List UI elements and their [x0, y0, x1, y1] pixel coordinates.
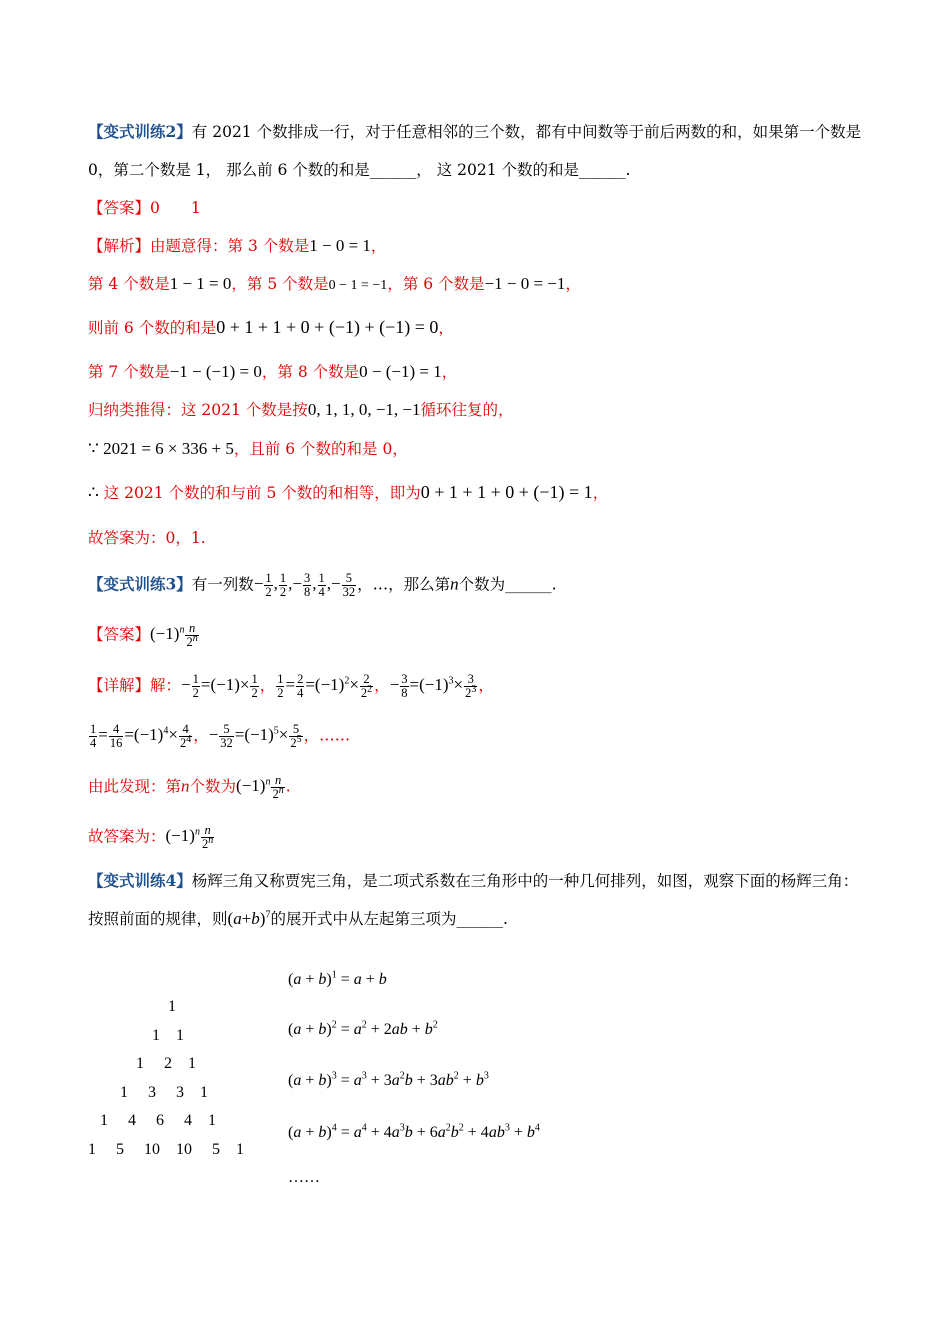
expansion-1: $(a + b)^1 = a + b$ [288, 969, 387, 988]
p2-answer-value: 0 1 [150, 199, 201, 217]
p3-answer: 【答案】$(-1)^n$ $\frac{n}{2^n}$ [88, 621, 198, 649]
expansion-2: $(a + b)^2 = a^2 + 2ab + b^2$ [288, 1019, 438, 1038]
expansion-4: $(a + b)^4 = a^4 + 4a^3b + 6a^2b^2 + 4ab^3 + b^4$ [288, 1122, 540, 1141]
p3-found: 由此发现：第n个数为$(-1)^n$ $\frac{n}{2^n}$ . [88, 773, 291, 801]
p2-analysis-line2: 第 4 个数是1 − 1 = 0，第 5 个数是0 − 1 = −1，第 6 个数是−1 − 0 = −1， [88, 274, 581, 293]
triangle-row: 1 [88, 998, 176, 1015]
p2-analysis-line6: ∵ 2021 = 6 × 336 + 5，且前 6 个数的和是 0， [88, 439, 408, 458]
expansion-3: $(a + b)^3 = a^3 + 3a^2b + 3ab^2 + b^3$ [288, 1070, 489, 1089]
p2-answer: 【答案】0 1 [88, 199, 201, 217]
p3-conclusion: 故答案为：$(-1)^n$ $\frac{n}{2^n}$ [88, 823, 214, 851]
p4-question: 【变式训练4】杨辉三角又称贾宪三角，是二项式系数在三角形中的一种几何排列，如图，观察下面的杨辉三角：按照前面的规律，则$(a+b)^7$的展开式中从左起第三项为______. [88, 871, 859, 928]
triangle-row: 1 4 6 4 1 [88, 1112, 216, 1129]
p3-detail-line1: 【详解】解：− $\frac{1}{2}$ =(−1)× $\frac{1}{2}$ ， $\frac{1}{2}$ = $\frac{2}{4}$ $=(-1)^2\times$ $\frac{2}{2^2}$ ，− $\frac{3}{8}$ $=(-1)^3\times$ $\frac{3}{2^3}$ ， [88, 672, 494, 700]
p3-question: 【变式训练3】有一列数− $\frac{1}{2}$ , $\frac{1}{2}$ ,− $\frac{3}{8}$ , $\frac{1}{4}$ ,− $\frac{5}{32}$ ，…，那么第n个数为______. [88, 571, 557, 599]
p2-analysis-line3: 则前 6 个数的和是0 + 1 + 1 + 0 + (−1) + (−1) = 0， [88, 317, 454, 337]
triangle-row: 1 3 3 1 [88, 1083, 208, 1101]
p2-analysis-line5: 归纳类推得：这 2021 个数是按0, 1, 1, 0, −1, −1循环往复的， [88, 400, 514, 419]
p2-analysis-line1: 【解析】由题意得：第 3 个数是1 − 0 = 1， [88, 236, 387, 255]
p4-label: 【变式训练4】 [88, 871, 192, 890]
pascal-triangle [88, 993, 244, 1164]
p3-label: 【变式训练3】 [88, 574, 192, 594]
p2-question-text: 有 2021 个数排成一行，对于任意相邻的三个数，都有中间数等于前后两数的和，如果第一个数是 0，第二个数是 1， 那么前 6 个数的和是______， 这 2021 个数的和是______. [88, 123, 862, 179]
p3-sequence: − $\frac{1}{2}$ , $\frac{1}{2}$ ,− $\frac{3}{8}$ , $\frac{1}{4}$ ,− $\frac{5}{32}$ [253, 571, 356, 599]
triangle-row: 1 5 10 10 5 1 [88, 1140, 244, 1158]
triangle-row: 1 1 [88, 1026, 184, 1044]
p2-analysis-line4: 第 7 个数是−1 − (−1) = 0，第 8 个数是0 − (−1) = 1， [88, 362, 458, 381]
expansion-ellipsis: …… [288, 1169, 320, 1186]
p2-analysis-line7: ∴ 这 2021 个数的和与前 5 个数的和相等，即为0 + 1 + 1 + 0 + (−1) = 1， [88, 482, 609, 502]
p2-conclusion: 故答案为：0，1. [88, 529, 206, 547]
triangle-row: 1 2 1 [88, 1055, 196, 1072]
p3-detail-line2: $\frac{1}{4}$ = $\frac{4}{16}$ $=(-1)^4\times$ $\frac{4}{2^4}$ ，− $\frac{5}{32}$ $=(-1)^5\times$ $\frac{5}{2^5}$ ，…… [90, 722, 351, 750]
p3-answer-formula: $(-1)^n$ $\frac{n}{2^n}$ [150, 621, 198, 649]
p2-question [88, 113, 868, 189]
p2-label: 【变式训练2】 [88, 122, 192, 141]
